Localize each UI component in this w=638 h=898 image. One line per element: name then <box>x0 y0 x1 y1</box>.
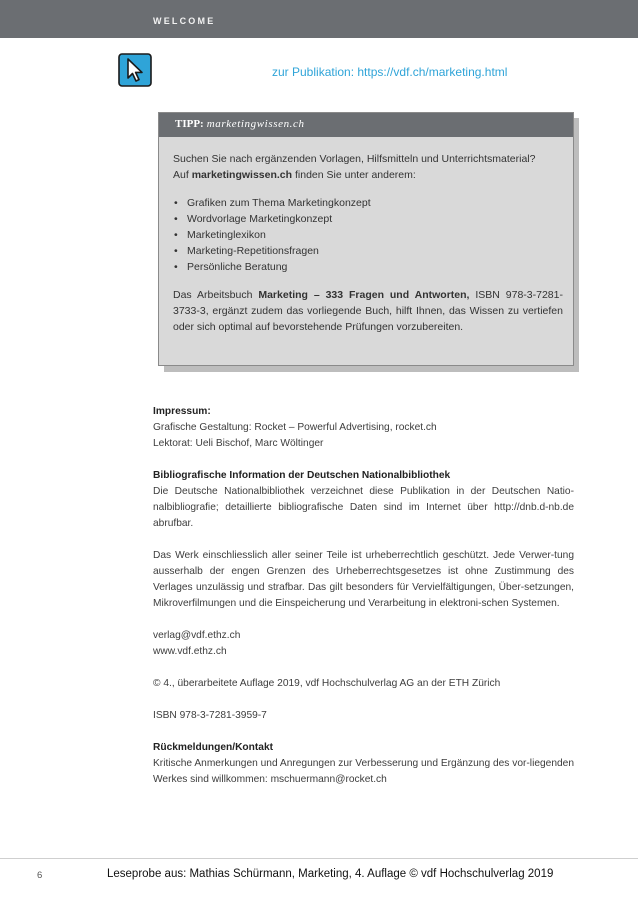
tip-site: marketingwissen.ch <box>206 118 305 130</box>
cursor-arrow-icon[interactable] <box>118 53 152 87</box>
tip-box-title <box>175 118 305 130</box>
contact-email: verlag@vdf.ethz.ch <box>153 630 241 641</box>
tip-box-body <box>173 151 563 335</box>
feedback-heading: Rückmeldungen/Kontakt <box>153 742 273 753</box>
tip-box-header <box>159 113 573 137</box>
tip-intro-prefix: Auf <box>173 169 192 181</box>
copyright-text: Das Werk einschliesslich aller seiner Teile ist urheberrechtlich geschützt. Jede Verwer-tung ausserhalb der engen Grenzen des Urheberrechtsgesetzes ist ohne Zustimmung des Verlages unzulässig und strafbar. Das gilt besonders für Vervielfältigungen, Über-setzungen, Mikroverfilmungen und die Einspeicherung und Verarbeitung in elektroni-schen Systemen. <box>153 550 574 609</box>
tip-intro-line2 <box>173 167 563 183</box>
impressum-design: Grafische Gestaltung: Rocket – Powerful Advertising, rocket.ch <box>153 422 437 433</box>
tip-list-item: • Marketing-Repetitionsfragen <box>173 243 563 259</box>
biblio-heading: Bibliografische Information der Deutschen Nationalbibliothek <box>153 470 451 481</box>
tip-box <box>158 112 574 366</box>
tip-book-paragraph <box>173 287 563 335</box>
footer-text: Leseprobe aus: Mathias Schürmann, Marketing, 4. Auflage © vdf Hochschulverlag 2019 <box>107 868 554 880</box>
tip-label: TIPP: <box>175 118 204 130</box>
tip-book-suffix: ISBN 978-3-7281-3733-3, ergänzt zudem das vorliegende Buch, hilft Ihnen, das Wissen zu vertiefen oder sich optimal auf bevorstehende Prüfungen vorzubereiten. <box>173 289 563 333</box>
section-title: WELCOME <box>153 16 216 26</box>
biblio-text: Die Deutsche Nationalbibliothek verzeichnet diese Publikation in der Deutschen Natio-nalbibliografie; detaillierte bibliografische Daten sind im Internet über http://dnb.d-nb.de abrufbar. <box>153 486 574 529</box>
isbn-line: ISBN 978-3-7281-3959-7 <box>153 710 267 721</box>
tip-book-prefix: Das Arbeitsbuch <box>173 289 259 301</box>
edition-line: © 4., überarbeitete Auflage 2019, vdf Hochschulverlag AG an der ETH Zürich <box>153 678 501 689</box>
tip-list-item: • Persönliche Beratung <box>173 259 563 275</box>
tip-intro-line1: Suchen Sie nach ergänzenden Vorlagen, Hilfsmitteln und Unterrichtsmaterial? <box>173 153 536 165</box>
feedback-text: Kritische Anmerkungen und Anregungen zur Verbesserung und Ergänzung des vor-liegenden Werkes sind willkommen: mschuermann@rocket.ch <box>153 758 574 785</box>
tip-book-title: Marketing – 333 Fragen und Antworten, <box>258 289 470 301</box>
footer-divider <box>0 858 638 859</box>
tip-list-item: • Marketinglexikon <box>173 227 563 243</box>
publication-link[interactable]: zur Publikation: https://vdf.ch/marketing.html <box>272 65 508 79</box>
tip-list-item: • Wordvorlage Marketingkonzept <box>173 211 563 227</box>
contact-web: www.vdf.ethz.ch <box>153 646 227 657</box>
header-bar <box>0 0 638 38</box>
tip-intro-site: marketingwissen.ch <box>191 169 293 181</box>
tip-list <box>173 195 563 275</box>
tip-intro-suffix: finden Sie unter anderem: <box>292 169 416 181</box>
page-number: 6 <box>37 870 43 881</box>
impressum-heading: Impressum: <box>153 406 211 417</box>
impressum-editors: Lektorat: Ueli Bischof, Marc Wöltinger <box>153 438 324 449</box>
impressum-section <box>153 404 574 788</box>
tip-list-item: • Grafiken zum Thema Marketingkonzept <box>173 195 563 211</box>
